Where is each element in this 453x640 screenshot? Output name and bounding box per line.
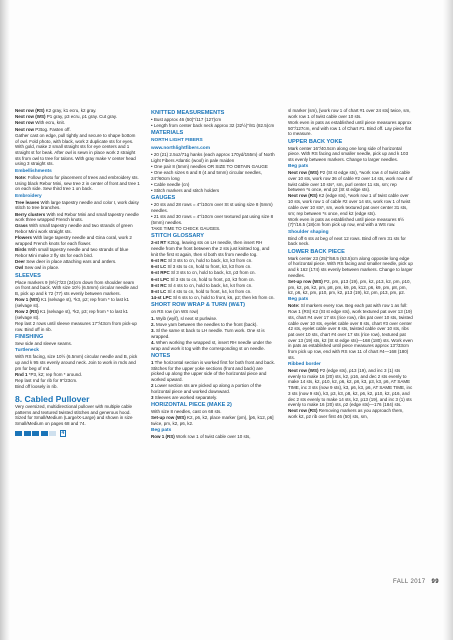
- run-in-heading: 8-st LC: [151, 288, 167, 294]
- paragraph-text: Using black Rebor Mini, sew tree 2 in center of front and tree 1 on each side. Sew third tree 1 on back.: [15, 180, 140, 192]
- skill-level-square: [49, 431, 56, 436]
- section-heading: UPPER BACK YOKE: [288, 138, 343, 145]
- paragraph-text: With ecru, knit.: [34, 120, 66, 126]
- paragraph: [15, 120, 140, 126]
- paragraph-text: Work even in pats as established until piece measures approx 50"/127cm, end with row 1 of Chart #1. Bind off. Lay piece flat to measure.: [288, 119, 412, 137]
- paragraph: [151, 264, 276, 270]
- run-in-heading: Row 2 (RS): [15, 309, 39, 315]
- paragraph-text: K1 (selvage st), *k3, p2; rep from * to last k1 (selvage st).: [15, 297, 130, 308]
- section-heading: NOTES: [151, 352, 171, 359]
- skill-level-square: [32, 431, 39, 436]
- run-in-heading: Row 1 (WS): [15, 297, 40, 303]
- paragraph: [15, 341, 140, 347]
- run-in-heading: Next row: [15, 126, 35, 132]
- paragraph-text: Sew owl in place.: [23, 265, 60, 271]
- paragraph-text: Work row 1 of twist cable over 10 sts,: [174, 434, 251, 440]
- paragraph: [15, 259, 140, 265]
- top-margin: [10, 0, 443, 108]
- paragraph-text: Very oversized, multidirectional pullover with multiple cable patterns and textured twisted stitches and generous hood. Sized for Small/Medium (Large/X-Large) and shown in size Small/Medium on pages 68 and 74.: [15, 403, 133, 426]
- paragraph-text: Sl 4 sts to cn, hold to front, k4, k4 from cn.: [166, 288, 252, 294]
- column-right: [288, 108, 413, 586]
- paragraph: [15, 235, 140, 246]
- paragraph: [288, 120, 413, 137]
- paragraph: [288, 217, 413, 228]
- section-heading: MATERIALS: [151, 129, 184, 136]
- paragraph: [15, 212, 140, 223]
- paragraph-text: *P3, k2; rep from * around.: [27, 371, 83, 377]
- paragraph-text: Bind off loosely in rib.: [15, 384, 58, 390]
- section-heading: LOWER BACK PIECE: [288, 248, 345, 255]
- section-heading: HORIZONTAL PIECE (MAKE 2): [151, 402, 232, 409]
- paragraph-text: The horizontal section is worked first for both front and back. Stitches for the upper yoke sections (front and back) are picked up along the upper side of the horizontal piece and worked upward.: [151, 359, 275, 382]
- paragraph-text: Sl 3 sts to cn, hold to front, p3, k3 from cn.: [169, 276, 255, 282]
- paragraph-text: P2 (edge sts), p13 (19), and inc 3 (1) sts evenly to make 16 (20) sts, k2, p16, and dec 2 sts evenly to make 14 sts, k2, p10, k2, p6, k2, p8, k3, p3, k3, p6, AT SAME TIME, inc 3 sts (now 9 sts), k3, p6, k3, p6, AT SAME TIME, inc 3 sts (now 9 sts), k3, p3, k3, p8, k2, p6, k2, p10, k2, p16, and dec 2 sts evenly to make 14 sts, k2, p13 (19), and inc 3 (1) sts evenly to make 16 (20) sts, p2 (edge sts)—176 (184) sts.: [288, 368, 413, 408]
- paragraph: [151, 277, 276, 283]
- paragraph: [15, 247, 140, 258]
- paragraph: [151, 258, 276, 264]
- subheading: www.northlightfibers.com: [151, 145, 210, 151]
- paragraph-text: • 20 (21) 2.5oz/71g hanks (each approx 170yd/155m) of North Light Fibers Atlantic (wool) in pale maiden: [151, 151, 275, 163]
- run-in-heading: 14-st LPC: [151, 295, 172, 301]
- paragraph: [151, 152, 276, 163]
- run-in-heading: 3.: [151, 327, 155, 333]
- paragraph-text: Sleeves are worked separately.: [153, 395, 218, 401]
- paragraph: [151, 434, 276, 440]
- subheading: Beg pats: [288, 297, 309, 303]
- paragraph: [288, 303, 413, 360]
- paragraph: [15, 181, 140, 192]
- subheading: Embellishments: [15, 168, 52, 174]
- subheading: Beg pats: [288, 164, 309, 170]
- run-in-heading: Row 1 (RS): [151, 434, 175, 440]
- run-in-heading: Berry clusters: [15, 211, 46, 217]
- paragraph: [151, 240, 276, 257]
- paragraph-text: Sl 3 sts to cn, hold to back, k3, p3 from cn.: [169, 270, 256, 276]
- paragraph: [151, 117, 276, 123]
- paragraph-text: K2, p6, k2, place marker (pm), [p6, k12, p6] twice, pm, k2, p6, k2.: [151, 415, 274, 427]
- paragraph: [151, 309, 276, 315]
- paragraph: [288, 408, 413, 419]
- paragraph-text: With large tapestry needle and Gina coral, work 2 wrapped French knots for each flower.: [15, 235, 132, 247]
- column-middle: [151, 108, 276, 578]
- paragraph: [151, 383, 276, 394]
- run-in-heading: Next row (WS): [288, 368, 319, 374]
- paragraph-text: K2tog, leaving sts on LH needle, then insert RH needle from the front between the 2 sts just knitted tog, and knit the first st again, then sl both sts from needle tog.: [151, 240, 270, 257]
- run-in-heading: 4.: [151, 339, 155, 345]
- paragraph: [151, 295, 276, 301]
- paragraph-text: Mark center 23 (25)"/58.5 (63.5)cm along opposite long edge of horizontal piece. With RS facing and smaller needle, pick up and k 162 (174) sts evenly between markers. Change to larger needles.: [288, 255, 413, 278]
- paragraph-text: • Bust approx 46 (50)"/117 (127)cm: [151, 116, 222, 122]
- paragraph: [15, 223, 140, 234]
- paragraph-text: sl marker (sm), [work row 1 of chart #1 over 24 sts] twice, sm, work row 1 of twist cable over 10 sts.: [288, 108, 411, 119]
- skill-level-square: [15, 431, 22, 436]
- section-heading: GAUGES: [151, 195, 176, 202]
- run-in-heading: 2-st RT: [151, 240, 167, 246]
- paragraph-text: Sl 3 sts to cn, hold to front, k3, k3 from cn.: [166, 264, 252, 270]
- paragraph-text: Sew deer in place attaching ears and antlers.: [25, 259, 117, 265]
- column-left: [15, 108, 140, 578]
- paragraph-text: Lower section sts are picked up along a portion of the horizontal piece and worked downward.: [151, 383, 262, 394]
- skill-level-square: [24, 431, 31, 436]
- paragraph-text: When working the wrapped st, insert RH needle under the wrap and work it tog with the corresponding st on needle.: [151, 339, 272, 351]
- paragraph-text: Mark center 16"/40.5cm along one long side of horizontal piece. With RS facing and smaller needle, pick up and k 103 sts evenly between markers. Change to larger needles.: [288, 145, 409, 162]
- paragraph-text: Gather cast on edge, pull tightly and secure to shape bottom of owl. Fold photo, with black, work 2 duplicate sts for eyes. With gold, make 2 small straight sts for eye centers and 1 straight st for beak. After owl is sewn in place work 2 straight sts from owl to tree for talons. With gray make V center head using 3 straight sts.: [15, 132, 136, 167]
- skill-level-number: 4: [61, 429, 65, 436]
- paragraph: [151, 270, 276, 276]
- paragraph-text: • 21 sts and 30 rows = 4"/10cm over textured pat using size 8 (5mm) needles.: [151, 214, 274, 225]
- subheading: Turtleneck: [15, 348, 39, 354]
- paragraph-text: Move yarn between the needles to the front (back).: [154, 321, 258, 327]
- subheading: Ribbed border: [288, 362, 321, 368]
- paragraph-text: Rep last 2 rows until sleeve measures 17"/43cm from pick-up row. Bind off in rib.: [15, 321, 137, 332]
- paragraph: [151, 226, 276, 232]
- paragraph: [151, 283, 276, 289]
- pattern-title: 8. Cabled Pullover: [15, 393, 90, 404]
- paragraph: [15, 384, 140, 390]
- paragraph-text: • Cable needle (cn): [151, 181, 190, 187]
- paragraph-text: Removing markers as you approach them, work k2, p2 rib over first 46 (50) sts, sm,: [288, 408, 404, 420]
- page-number: 99: [431, 579, 439, 585]
- paragraph: [15, 175, 140, 181]
- page-footer: [393, 579, 439, 585]
- section-heading: FINISHING: [15, 333, 44, 340]
- skill-level-square: [41, 431, 48, 436]
- run-in-heading: Set-up row (WS): [288, 278, 323, 284]
- paragraph-text: Sl 3 sts to cn, hold to back, k3, k3 from cn.: [166, 257, 253, 263]
- paragraph: [151, 289, 276, 295]
- section-heading: SHORT ROW WRAP & TURN (W&T): [151, 302, 246, 309]
- run-in-heading: Note:: [15, 174, 27, 180]
- paragraph: [151, 170, 276, 181]
- run-in-heading: Next row (WS): [288, 170, 319, 176]
- paragraph-text: • 20 sts and 28 rows = 4"/10cm over St st using size 8 (5mm) needles.: [151, 202, 273, 214]
- subheading: NORTH LIGHT FIBERS: [151, 138, 203, 144]
- paragraph: [151, 316, 276, 322]
- paragraph: [15, 378, 140, 384]
- paragraph: [15, 108, 140, 114]
- paragraph-text: P2, pm, p13 (19), pm, k2, p13, k2, pm, p10, pm, k2, p6, k2, pm, p8, pm, k9, p6, k12, p6, k9, pm, p8, pm, k2, p6, k2, pm, p10, pm, k2, p13 (19), k2, pm, p13, pm, p2.: [288, 278, 411, 296]
- run-in-heading: Next row (RS): [288, 408, 318, 414]
- paragraph: [288, 170, 413, 193]
- run-in-heading: Next row (RS): [288, 193, 318, 199]
- paragraph-text: TAKE TIME TO CHECK GAUGES.: [151, 226, 221, 232]
- section-heading: SLEEVES: [15, 272, 41, 279]
- paragraph-text: Bind off 6 sts at beg of next 12 rows. Bind off rem 31 sts for back neck.: [288, 235, 406, 247]
- paragraph: [151, 415, 276, 426]
- paragraph-text: With large tapestry needle and color I, work daisy stitch to tree branches.: [15, 199, 139, 211]
- run-in-heading: Next row (WS): [15, 114, 46, 120]
- run-in-heading: Grass: [15, 223, 28, 229]
- paragraph-text: With small tapestry needle and two strands of green Rebor Mini work straight sts.: [15, 223, 133, 235]
- paragraph-text: Sl 6 sts to cn, hold to front, k6, p2; then k6 from cn.: [171, 295, 275, 301]
- paragraph: [15, 200, 140, 211]
- run-in-heading: Owl: [15, 265, 24, 271]
- paragraph: [15, 280, 140, 297]
- run-in-heading: 6-st LC: [151, 264, 167, 270]
- paragraph: [151, 182, 276, 188]
- paragraph: [15, 321, 140, 332]
- run-in-heading: Note:: [288, 303, 300, 309]
- paragraph: [288, 236, 413, 247]
- paragraph: [15, 372, 140, 378]
- subheading: Shoulder shaping: [288, 229, 329, 235]
- paragraph: [15, 404, 140, 427]
- paragraph-text: on RS row (on WS row): [151, 309, 199, 315]
- paragraph: [15, 127, 140, 133]
- paragraph: [151, 123, 276, 129]
- paragraph-text: • One each sizes 6 and 8 (4 and 5mm) circular needles, 24"/60cm long: [151, 170, 262, 181]
- paragraph: [151, 328, 276, 339]
- paragraph: [151, 340, 276, 351]
- run-in-heading: 3: [151, 395, 154, 401]
- paragraph-text: P1 gray, p3 ecru, p1 gray. Cut gray.: [45, 114, 118, 120]
- run-in-heading: 1: [151, 359, 154, 365]
- paragraph: [15, 297, 140, 308]
- run-in-heading: 6-st RC: [151, 257, 167, 263]
- run-in-heading: 1.: [151, 315, 155, 321]
- paragraph-text: Sl 4 sts to cn, hold to back, k4, k4 from cn.: [166, 282, 253, 288]
- run-in-heading: Birds: [15, 247, 27, 253]
- paragraph: [15, 309, 140, 320]
- run-in-heading: Deer: [15, 259, 26, 265]
- paragraph-text: Work even in pats as established until piece measures 6½ (7)"/16.5 (18)cm from pick up row, end with a WS row.: [288, 216, 404, 228]
- paragraph: [151, 202, 276, 213]
- page-edge-shadow: [443, 0, 453, 640]
- paragraph-text: • Stitch markers and stitch holders: [151, 188, 220, 194]
- run-in-heading: Next row: [15, 120, 35, 126]
- paragraph: [151, 164, 276, 170]
- paragraph: [151, 395, 276, 401]
- section-heading: STITCH GLOSSARY: [151, 233, 204, 240]
- page-gutter-shadow: [0, 0, 10, 640]
- paragraph-text: P2 (St st edge sts), *work row 4 of twist cable over 10 sts, work row 36 of cable #2 over 14 sts, work row 4 of twist cable over 10 sts*, sm, purl center 11 sts, sm; rep between *s once, end p2 (St st edge sts).: [288, 170, 413, 193]
- run-in-heading: Flowers: [15, 235, 33, 241]
- paragraph: [151, 214, 276, 225]
- paragraph: [288, 256, 413, 279]
- paragraph-text: With red Rebor Mini and small tapestry needle work three wrapped French knots.: [15, 211, 139, 223]
- paragraph-text: Rep last rnd for rib for 9"/23cm.: [15, 377, 78, 383]
- paragraph-text: • One pair 8 (5mm) needles OR SIZE TO OBTAIN GAUGE: [151, 163, 268, 169]
- run-in-heading: 6-st RPC: [151, 270, 170, 276]
- run-in-heading: Next row (RS): [15, 108, 45, 113]
- paragraph-text: Sew side and sleeve seams.: [15, 340, 73, 346]
- paragraph-text: P3tog. Fasten off.: [34, 126, 71, 132]
- run-in-heading: Rnd 1: [15, 371, 28, 377]
- run-in-heading: Set-up row (WS): [151, 415, 186, 421]
- paragraph: [288, 368, 413, 408]
- run-in-heading: 6-st LPC: [151, 276, 170, 282]
- section-heading: KNITTED MEASUREMENTS: [151, 109, 225, 116]
- paragraph: [15, 265, 140, 271]
- paragraph: [15, 133, 140, 167]
- paragraph: [151, 322, 276, 328]
- paragraph-text: Sl markers every row. Beg each pat with row 1 as foll: Row 1 (RS) K2 (St st edge sts), work textured pat over 13 (19) sts, chart #4 over 17 sts (rice row), ribs pat over 10 sts, twisted cable over 10 sts, eyelet cable over 8 sts, chart #3 over center 42 sts, eyelet cable over 8 sts, twisted cable over 10 sts, ribs pat over 10 sts, chart #4 over 17 sts (rice row), textured pat over 13 (19) sts, k2 (St st edge sts)—168 (180) sts. Work even in pats as established until piece measures approx 13"/33cm from pick up row, end with RS row 11 of chart #4—168 (180) sts.: [288, 303, 413, 360]
- skill-level-indicator: [15, 430, 140, 438]
- paragraph: [151, 409, 276, 415]
- paragraph-text: K1 (selvage st), *k2, p3; rep from * to last k1 (selvage st).: [15, 309, 129, 320]
- paragraph-text: With RS facing, size 10½ (6.5mm) circular needle and B, pick up and k 95 sts evenly around neck. Join to work in rnds and pm for beg of rnd.: [15, 354, 138, 371]
- paragraph-text: Wyib (wyif), sl next st purlwise.: [154, 315, 218, 321]
- paragraph: [288, 108, 413, 119]
- issue-season: FALL 2017: [393, 579, 426, 585]
- paragraph-text: With small tapestry needle and two strands of blue Rebor Mini make 2 fly sts for each bird.: [15, 247, 129, 258]
- paragraph-text: Place markers 9 (9½)"/23 (24)cm down from shoulder seam on front and back. With size 10½ (6.5mm) circular needle and B, pick up and k 72 (77) sts evenly between markers.: [15, 279, 138, 296]
- subheading: Embroidery: [15, 193, 42, 199]
- paragraph-text: • Length from center back neck approx 32 (32½)"/81 (82.5)cm: [151, 122, 275, 128]
- run-in-heading: Tree leaves: [15, 199, 40, 205]
- paragraph-text: K2 gray, k1 ecru, k2 gray.: [44, 108, 97, 113]
- subheading: Beg pats: [151, 428, 172, 434]
- paragraph: [288, 146, 413, 163]
- paragraph: [15, 114, 140, 120]
- paragraph: [151, 188, 276, 194]
- run-in-heading: 8-st RC: [151, 282, 167, 288]
- paragraph-text: With size 8 needles, cast on 68 sts.: [151, 409, 222, 415]
- paragraph: [151, 360, 276, 383]
- run-in-heading: 2.: [151, 321, 155, 327]
- run-in-heading: 2: [151, 383, 154, 389]
- paragraph: [288, 193, 413, 216]
- paragraph: [15, 354, 140, 371]
- paragraph-text: K2 (edge sts), *work row 1 of twist cable over 10 sts, work row 1 of cable #2 over 14 sts, work row 1 of twist cable over 10 sts*, sm, work textured pat over center 31 sts, sm; rep between *s once, end k2 (edge sts).: [288, 193, 411, 216]
- paragraph-text: Follow photo for placement of trees and embroidery sts.: [26, 174, 139, 180]
- paragraph-text: Sl the same st back to LH needle. Turn work. One st is wrapped.: [151, 327, 265, 339]
- paragraph: [288, 279, 413, 296]
